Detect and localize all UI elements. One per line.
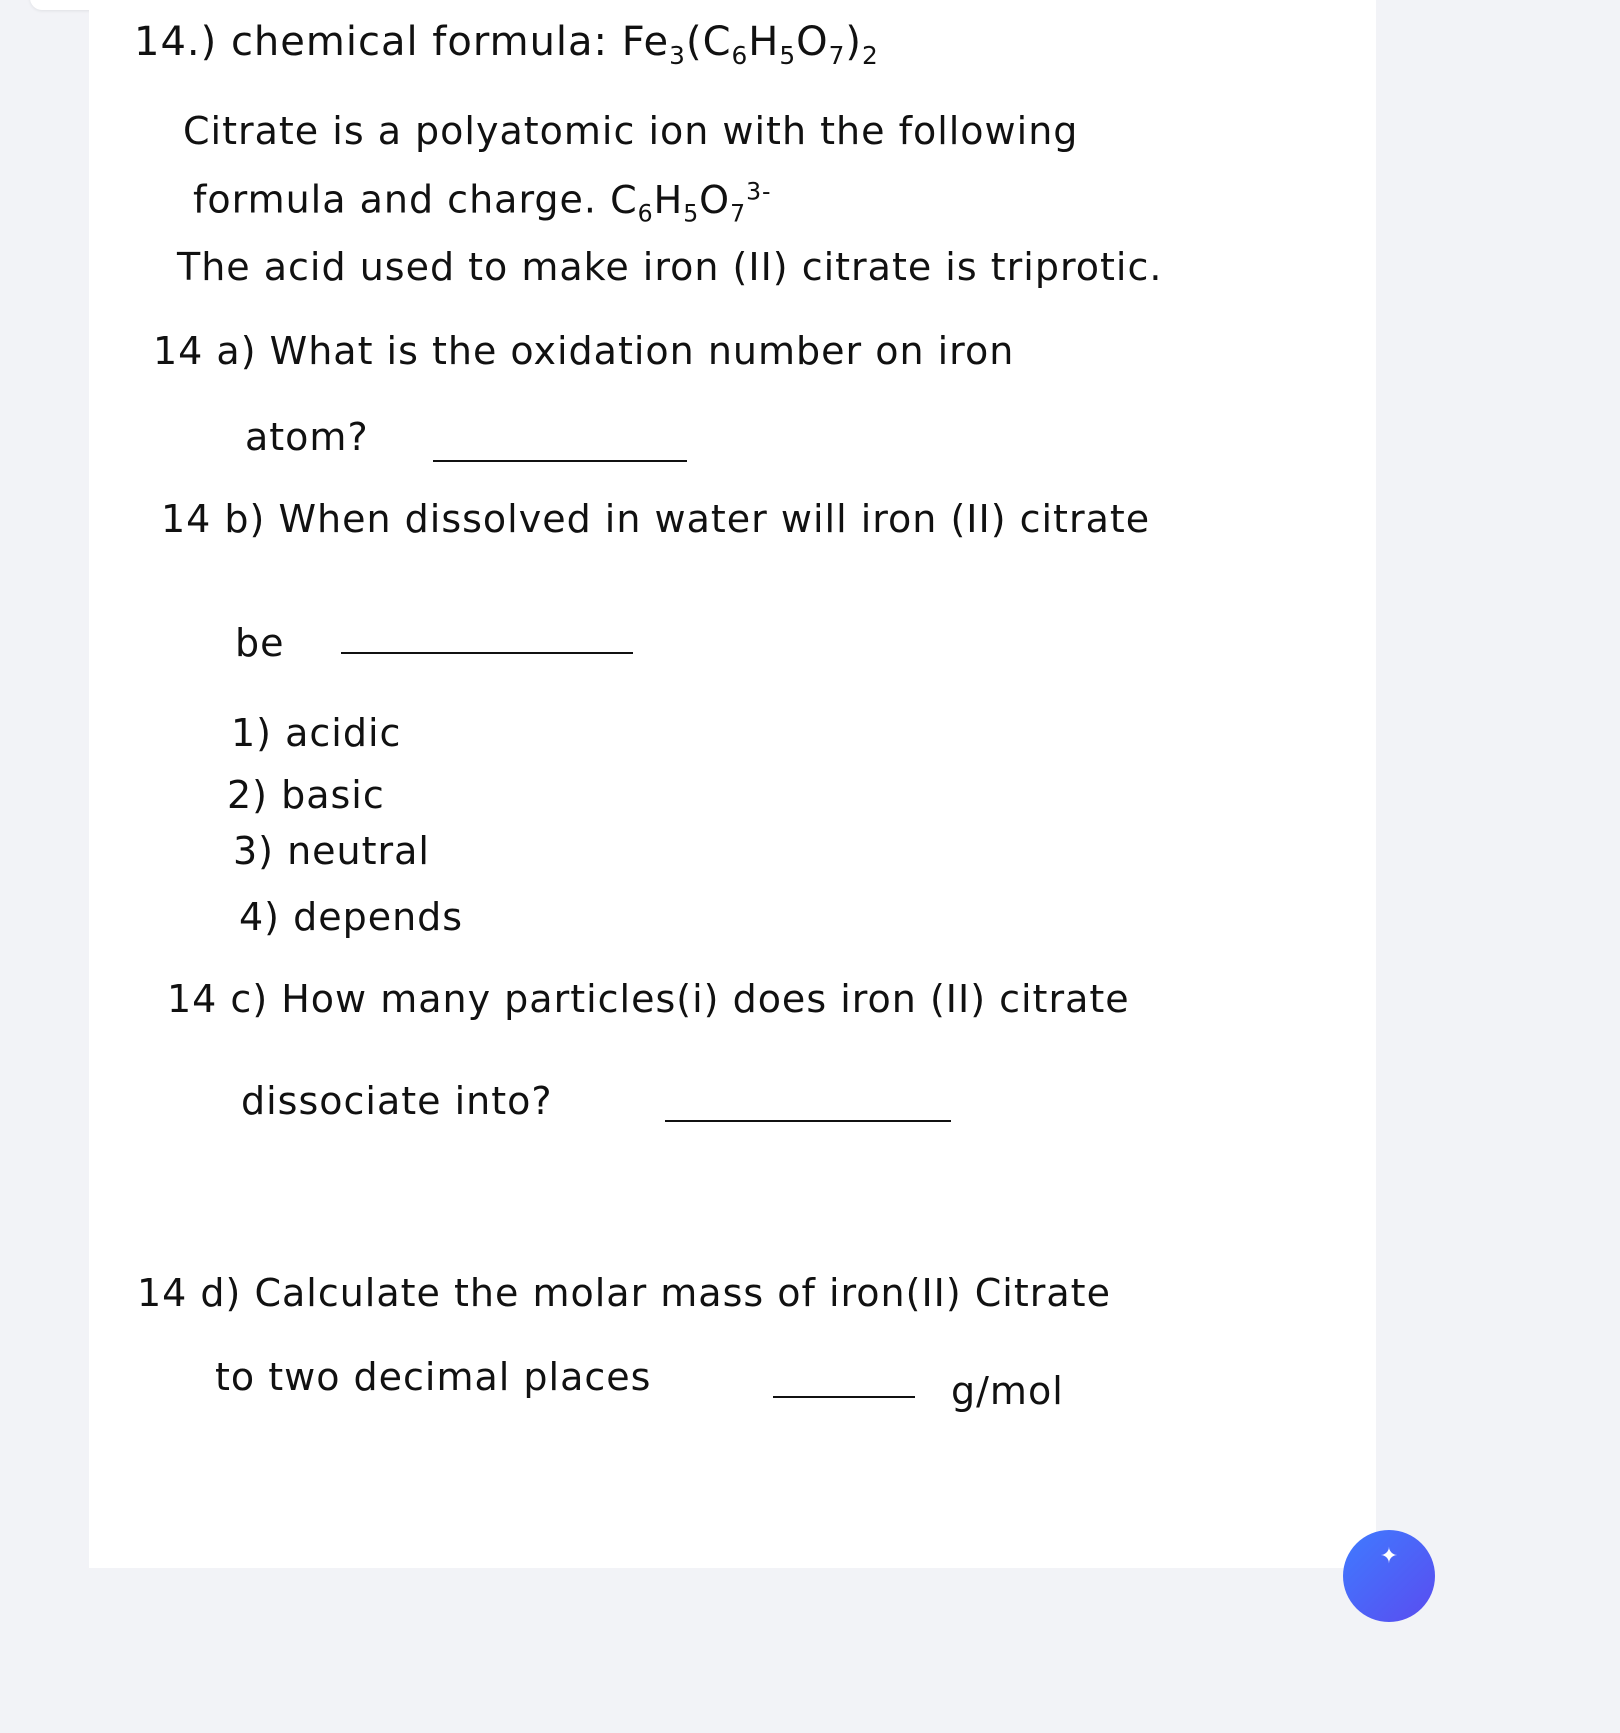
q14a-question-line1: 14 a) What is the oxidation number on iron [153,329,1015,373]
q14b-question-line2: be [235,621,285,665]
q14b-option-4: 4) depends [239,895,464,939]
assistant-fab-button[interactable] [1343,1530,1435,1622]
q14b-question-line1: 14 b) When dissolved in water will iron (II) citrate [161,497,1151,541]
q14d-unit: g/mol [951,1369,1064,1413]
q14c-question-line2: dissociate into? [241,1079,553,1123]
q14b-answer-blank[interactable] [341,652,633,654]
q14b-option-2: 2) basic [227,773,385,817]
q14-intro-line2: formula and charge. $C_6H_5O_7^{3-}$ [193,177,772,228]
iron-citrate-formula: $Fe_3(C_6H_5O_7)_2$ [621,19,879,70]
sparkle-icon: ✦ [1379,1544,1399,1569]
q14-number: 14.) [134,19,218,65]
q14a-question-line2: atom? [245,415,369,459]
formula-label: chemical formula: [230,19,609,65]
q14a-answer-blank[interactable] [433,460,687,462]
q14-formula-line [134,19,879,70]
q14d-answer-blank[interactable] [773,1396,915,1398]
q14d-question-line1: 14 d) Calculate the molar mass of iron(II) Citrate [137,1271,1111,1315]
worksheet-page [89,0,1376,1568]
q14c-answer-blank[interactable] [665,1120,951,1122]
citrate-formula: $C_6H_5O_7^{3-}$ [610,177,772,228]
q14b-option-1: 1) acidic [231,711,402,755]
q14b-option-3: 3) neutral [233,829,430,873]
q14-intro-line3: The acid used to make iron (II) citrate is triprotic. [177,245,1163,289]
q14d-question-line2: to two decimal places [215,1355,652,1399]
q14c-question-line1: 14 c) How many particles(i) does iron (II) citrate [167,977,1130,1021]
q14-intro-line1: Citrate is a polyatomic ion with the following [183,109,1079,153]
